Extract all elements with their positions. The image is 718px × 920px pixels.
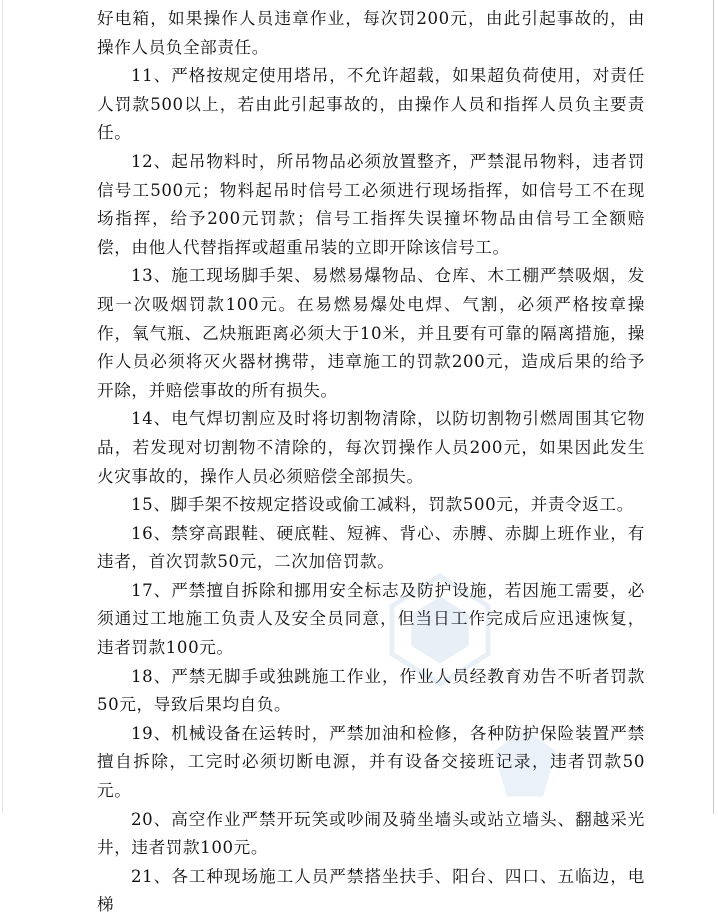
paragraph-rule-11: 11、严格按规定使用塔吊，不允许超载，如果超负荷使用，对责任人罚款500以上，若由此引起事故的，由操作人员和指挥人员负主要责任。 [97,66,645,143]
paragraph-rule-21: 21、各工种现场施工人员严禁搭坐扶手、阳台、四口、五临边，电梯 [97,866,645,915]
paragraph-rule-13: 13、施工现场脚手架、易燃易爆物品、仓库、木工棚严禁吸烟，发现一次吸烟罚款100元。在易燃易爆处电焊、气割，必须严格按章操作，氧气瓶、乙炔瓶距离必须大于10米，并且要有可靠的隔离措施，操作人员必须将灭火器材携带，违章施工的罚款200元，造成后果的给予开除，并赔偿事故的所有损失。 [97,266,645,400]
paragraph-rule-18: 18、严禁无脚手或独跳施工作业，作业人员经教育劝告不听者罚款50元，导致后果均自负。 [97,666,645,715]
paragraph-rule-12: 12、起吊物料时，所吊物品必须放置整齐，严禁混吊物料，违者罚信号工500元；物料起吊时信号工必须进行现场指挥，如信号工不在现场指挥，给予200元罚款；信号工指挥失误撞坏物品由信号工全额赔偿，由他人代替指挥或超重吊装的立即开除该信号工。 [97,151,645,257]
page-left-edge [2,0,3,814]
paragraph-rule-16: 16、禁穿高跟鞋、硬底鞋、短裤、背心、赤膊、赤脚上班作业，有违者，首次罚款50元，二次加倍罚款。 [97,523,645,572]
paragraph-rule-15: 15、脚手架不按规定搭设或偷工减料，罚款500元，并责令返工。 [131,495,634,515]
paragraph-rule-14: 14、电气焊切割应及时将切割物清除，以防切割物引燃周围其它物品，若发现对切割物不清除的，每次罚操作人员200元，如果因此发生火灾事故的，操作人员必须赔偿全部损失。 [97,409,645,486]
paragraph-continued: 好电箱，如果操作人员违章作业，每次罚200元，由此引起事故的，由操作人员负全部责任。 [97,9,645,57]
document-body [97,5,645,920]
page-right-edge [713,0,714,814]
paragraph-rule-17: 17、严禁擅自拆除和挪用安全标志及防护设施，若因施工需要，必须通过工地施工负责人及安全员同意，但当日工作完成后应迅速恢复，违者罚款100元。 [97,580,645,658]
paragraph-rule-20: 20、高空作业严禁开玩笑或吵闹及骑坐墙头或站立墙头、翻越采光井，违者罚款100元。 [97,809,645,858]
paragraph-rule-19: 19、机械设备在运转时，严禁加油和检修，各种防护保险装置严禁擅自拆除，工完时必须切断电源，并有设备交接班记录，违者罚款50元。 [97,723,645,801]
